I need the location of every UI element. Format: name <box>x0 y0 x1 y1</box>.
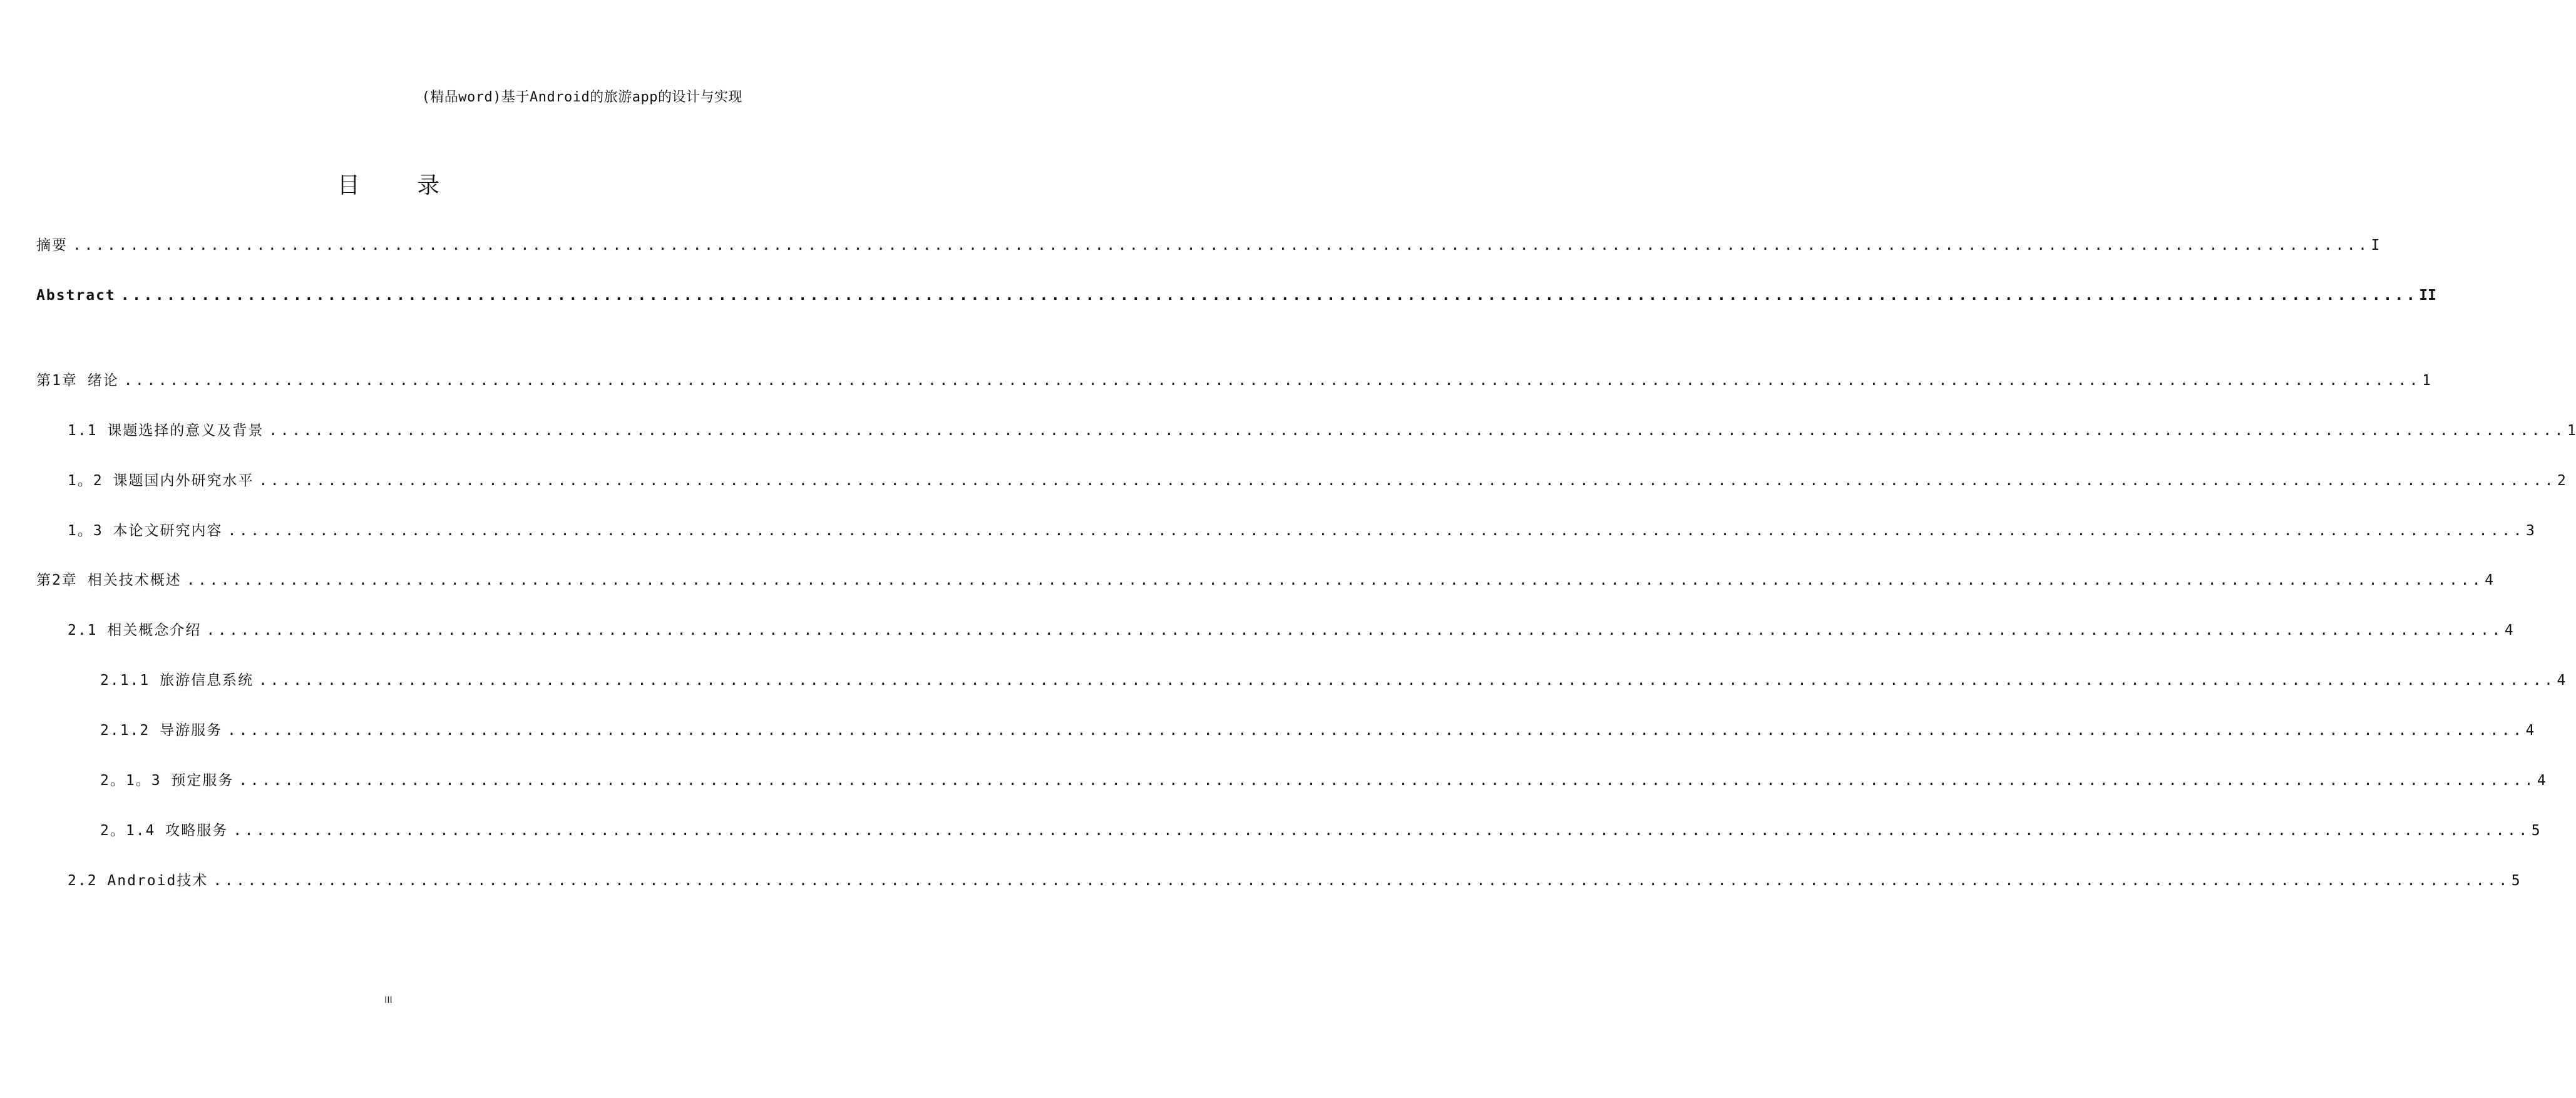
toc-entry[interactable] <box>68 871 2520 891</box>
toc-entry-page: 1 <box>2422 372 2431 389</box>
toc-entry-page: I <box>2371 237 2380 254</box>
toc-entry-label: 2.1.2 导游服务 <box>100 722 223 739</box>
toc-entry-label: 2。1。3 预定服务 <box>100 772 234 789</box>
toc-entry-label: 1。3 本论文研究内容 <box>68 523 223 539</box>
toc-entry-page: 4 <box>2537 772 2546 789</box>
toc-entry[interactable] <box>100 821 2540 841</box>
toc-entry[interactable] <box>68 471 2566 491</box>
toc-leader-dots: ........................................................................................................................................................................................................ <box>213 873 2510 889</box>
toc-entry-page: 5 <box>2511 873 2520 889</box>
toc-leader-dots: ........................................................................................................................................................................................................ <box>269 423 2566 439</box>
toc-leader-dots: ........................................................................................................................................................................................................ <box>123 372 2421 389</box>
toc-leader-dots: ........................................................................................................................................................................................................ <box>227 523 2525 539</box>
toc-leader-dots: ........................................................................................................................................................................................................ <box>186 572 2484 588</box>
toc-entry-label: 1。2 课题国内外研究水平 <box>68 473 254 489</box>
toc-entry-page: 5 <box>2531 823 2540 839</box>
toc-entry-page: 4 <box>2485 572 2493 588</box>
toc-entry-page: 1 <box>2567 423 2576 439</box>
toc-entry-label: Abstract <box>36 287 116 304</box>
toc-entry[interactable] <box>36 570 2493 590</box>
toc-entry-label: 2。1.4 攻略服务 <box>100 823 228 839</box>
toc-entry[interactable] <box>100 771 2546 791</box>
toc-entry-label: 摘要 <box>36 237 68 254</box>
toc-leader-dots: ........................................................................................................................................................................................................ <box>120 287 2418 304</box>
toc-entry-page: 3 <box>2525 523 2535 539</box>
toc-leader-dots: ........................................................................................................................................................................................................ <box>239 772 2536 789</box>
toc-leader-dots: ........................................................................................................................................................................................................ <box>259 473 2556 489</box>
toc-entry-label: 2.1 相关概念介绍 <box>68 622 202 639</box>
toc-entry-label: 2.2 Android技术 <box>68 873 208 889</box>
toc-leader-dots: ........................................................................................................................................................................................................ <box>259 672 2556 689</box>
toc-entry-label: 1.1 课题选择的意义及背景 <box>68 423 264 439</box>
toc-entry-page: 2 <box>2557 473 2566 489</box>
page-header: (精品word)基于Android的旅游app的设计与实现 <box>421 90 742 105</box>
toc-leader-dots: ........................................................................................................................................................................................................ <box>206 622 2503 639</box>
page-number-footer: III <box>384 995 393 1005</box>
toc-leader-dots: ........................................................................................................................................................................................................ <box>227 722 2525 739</box>
toc-entry[interactable] <box>36 371 2431 391</box>
toc-entry-page: 4 <box>2504 622 2513 639</box>
toc-entry[interactable] <box>100 721 2535 741</box>
toc-entry-label: 2.1.1 旅游信息系统 <box>100 672 254 689</box>
toc-entry[interactable] <box>68 620 2513 640</box>
toc-entry-page: II <box>2419 287 2436 304</box>
toc-title: 目 录 <box>337 173 465 198</box>
toc-entry[interactable] <box>68 521 2535 541</box>
toc-entry-label: 第1章 绪论 <box>36 372 119 389</box>
toc-leader-dots: ........................................................................................................................................................................................................ <box>233 823 2530 839</box>
toc-entry[interactable] <box>36 235 2380 255</box>
toc-entry-page: 4 <box>2557 672 2566 689</box>
toc-entry[interactable] <box>100 670 2566 690</box>
toc-entry-page: 4 <box>2525 722 2535 739</box>
toc-entry[interactable] <box>68 421 2576 441</box>
toc-entry-label: 第2章 相关技术概述 <box>36 572 182 588</box>
toc-leader-dots: ........................................................................................................................................................................................................ <box>73 237 2370 254</box>
toc-entry[interactable] <box>36 285 2436 305</box>
